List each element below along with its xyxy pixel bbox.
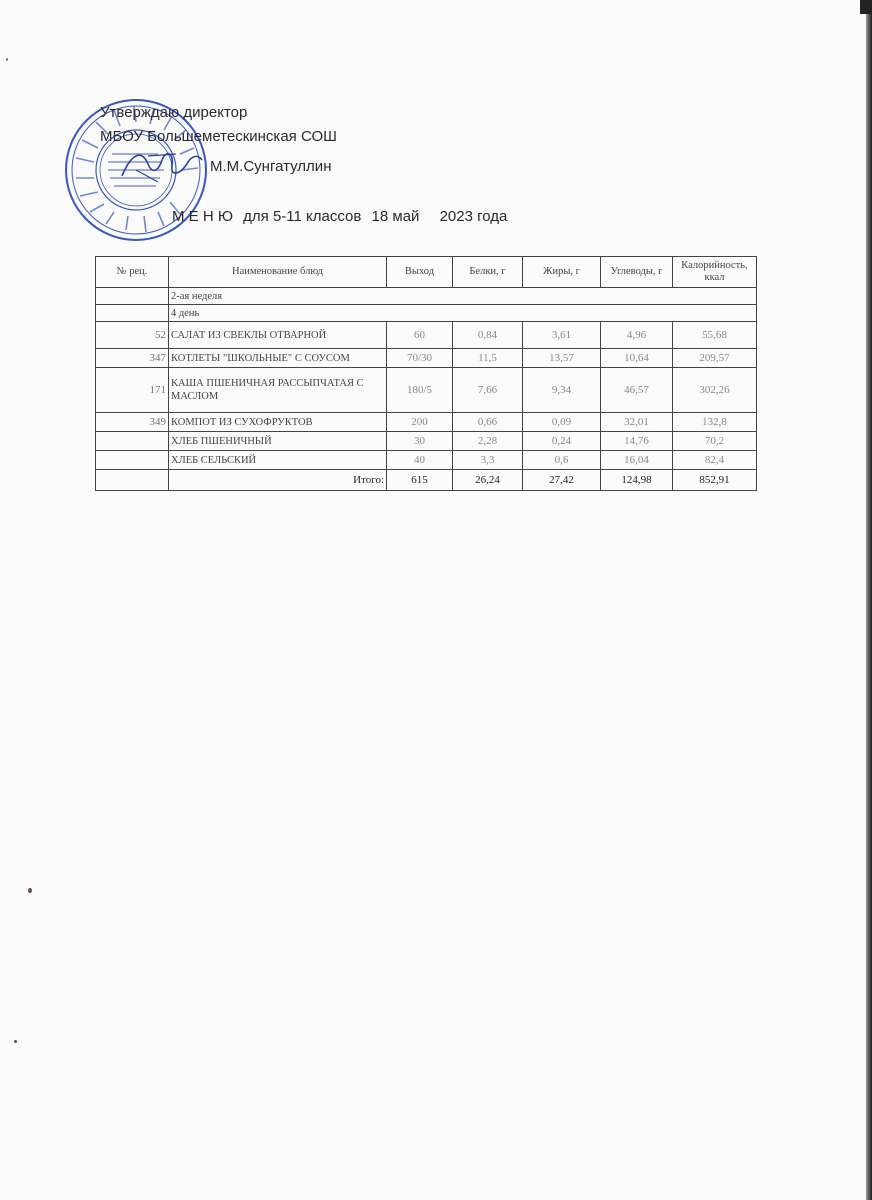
page-edge-shadow	[866, 0, 872, 1200]
table-row	[96, 432, 757, 451]
dish-calories: 55,68	[673, 322, 757, 349]
dish-calories: 302,26	[673, 368, 757, 413]
recipe-number	[96, 432, 169, 451]
table-row	[96, 349, 757, 368]
column-header-recipe: № рец.	[96, 257, 169, 288]
dish-fat: 9,34	[523, 368, 601, 413]
menu-title-word: М Е Н Ю	[172, 208, 233, 225]
total-protein: 26,24	[453, 470, 523, 491]
column-header-fat: Жиры, г	[523, 257, 601, 288]
table-row	[96, 413, 757, 432]
menu-title-date: 18 май	[371, 208, 420, 225]
table-row	[96, 368, 757, 413]
total-carbs: 124,98	[601, 470, 673, 491]
recipe-number: 349	[96, 413, 169, 432]
recipe-number	[96, 451, 169, 470]
dish-output: 60	[387, 322, 453, 349]
column-header-dish: Наименование блюд	[169, 257, 387, 288]
dish-protein: 0,84	[453, 322, 523, 349]
dish-output: 200	[387, 413, 453, 432]
dish-carbs: 14,76	[601, 432, 673, 451]
dish-name: КОМПОТ ИЗ СУХОФРУКТОВ	[169, 413, 387, 432]
total-output: 615	[387, 470, 453, 491]
dish-output: 70/30	[387, 349, 453, 368]
menu-title-classes: для 5-11 классов	[243, 208, 362, 225]
column-header-output: Выход	[387, 257, 453, 288]
total-calories: 852,91	[673, 470, 757, 491]
table-row	[96, 451, 757, 470]
column-header-protein: Белки, г	[453, 257, 523, 288]
scan-speck	[14, 1040, 17, 1043]
dish-output: 40	[387, 451, 453, 470]
dish-name: КАША ПШЕНИЧНАЯ РАССЫПЧАТАЯ С МАСЛОМ	[169, 368, 387, 413]
dish-name: САЛАТ ИЗ СВЕКЛЫ ОТВАРНОЙ	[169, 322, 387, 349]
dish-calories: 209,57	[673, 349, 757, 368]
day-row	[96, 305, 757, 322]
dish-fat: 0,6	[523, 451, 601, 470]
dish-carbs: 46,57	[601, 368, 673, 413]
dish-calories: 70,2	[673, 432, 757, 451]
approval-caption: Утверждаю директор	[100, 104, 248, 121]
menu-table	[95, 256, 757, 491]
column-header-carbs: Углеводы, г	[601, 257, 673, 288]
dish-calories: 82,4	[673, 451, 757, 470]
dish-protein: 2,28	[453, 432, 523, 451]
dish-carbs: 32,01	[601, 413, 673, 432]
dish-carbs: 10,64	[601, 349, 673, 368]
dish-fat: 0,24	[523, 432, 601, 451]
dish-fat: 13,57	[523, 349, 601, 368]
dish-protein: 3,3	[453, 451, 523, 470]
dish-carbs: 4,96	[601, 322, 673, 349]
recipe-number: 171	[96, 368, 169, 413]
column-header-calories: Калорийность, ккал	[673, 257, 757, 288]
dish-name: КОТЛЕТЫ "ШКОЛЬНЫЕ" С СОУСОМ	[169, 349, 387, 368]
scan-speck	[28, 888, 32, 893]
table-header-row	[96, 257, 757, 288]
week-label: 2-ая неделя	[169, 288, 757, 305]
recipe-number: 347	[96, 349, 169, 368]
total-fat: 27,42	[523, 470, 601, 491]
dish-fat: 3,61	[523, 322, 601, 349]
dish-output: 180/5	[387, 368, 453, 413]
dish-protein: 0,66	[453, 413, 523, 432]
dish-carbs: 16,04	[601, 451, 673, 470]
menu-title-year: 2023 года	[439, 208, 508, 225]
table-row	[96, 322, 757, 349]
page-corner-mark	[860, 0, 872, 14]
scan-speck	[6, 58, 8, 61]
dish-output: 30	[387, 432, 453, 451]
dish-calories: 132,8	[673, 413, 757, 432]
dish-name: ХЛЕБ СЕЛЬСКИЙ	[169, 451, 387, 470]
director-name: М.М.Сунгатуллин	[210, 158, 332, 175]
day-label: 4 день	[169, 305, 757, 322]
recipe-number: 52	[96, 322, 169, 349]
dish-name: ХЛЕБ ПШЕНИЧНЫЙ	[169, 432, 387, 451]
school-name: МБОУ Большеметескинская СОШ	[100, 128, 337, 145]
dish-fat: 0,09	[523, 413, 601, 432]
total-row	[96, 470, 757, 491]
director-signature	[118, 142, 206, 186]
total-label: Итого:	[169, 470, 387, 491]
dish-protein: 11,5	[453, 349, 523, 368]
dish-protein: 7,66	[453, 368, 523, 413]
week-row	[96, 288, 757, 305]
menu-title	[172, 208, 513, 225]
